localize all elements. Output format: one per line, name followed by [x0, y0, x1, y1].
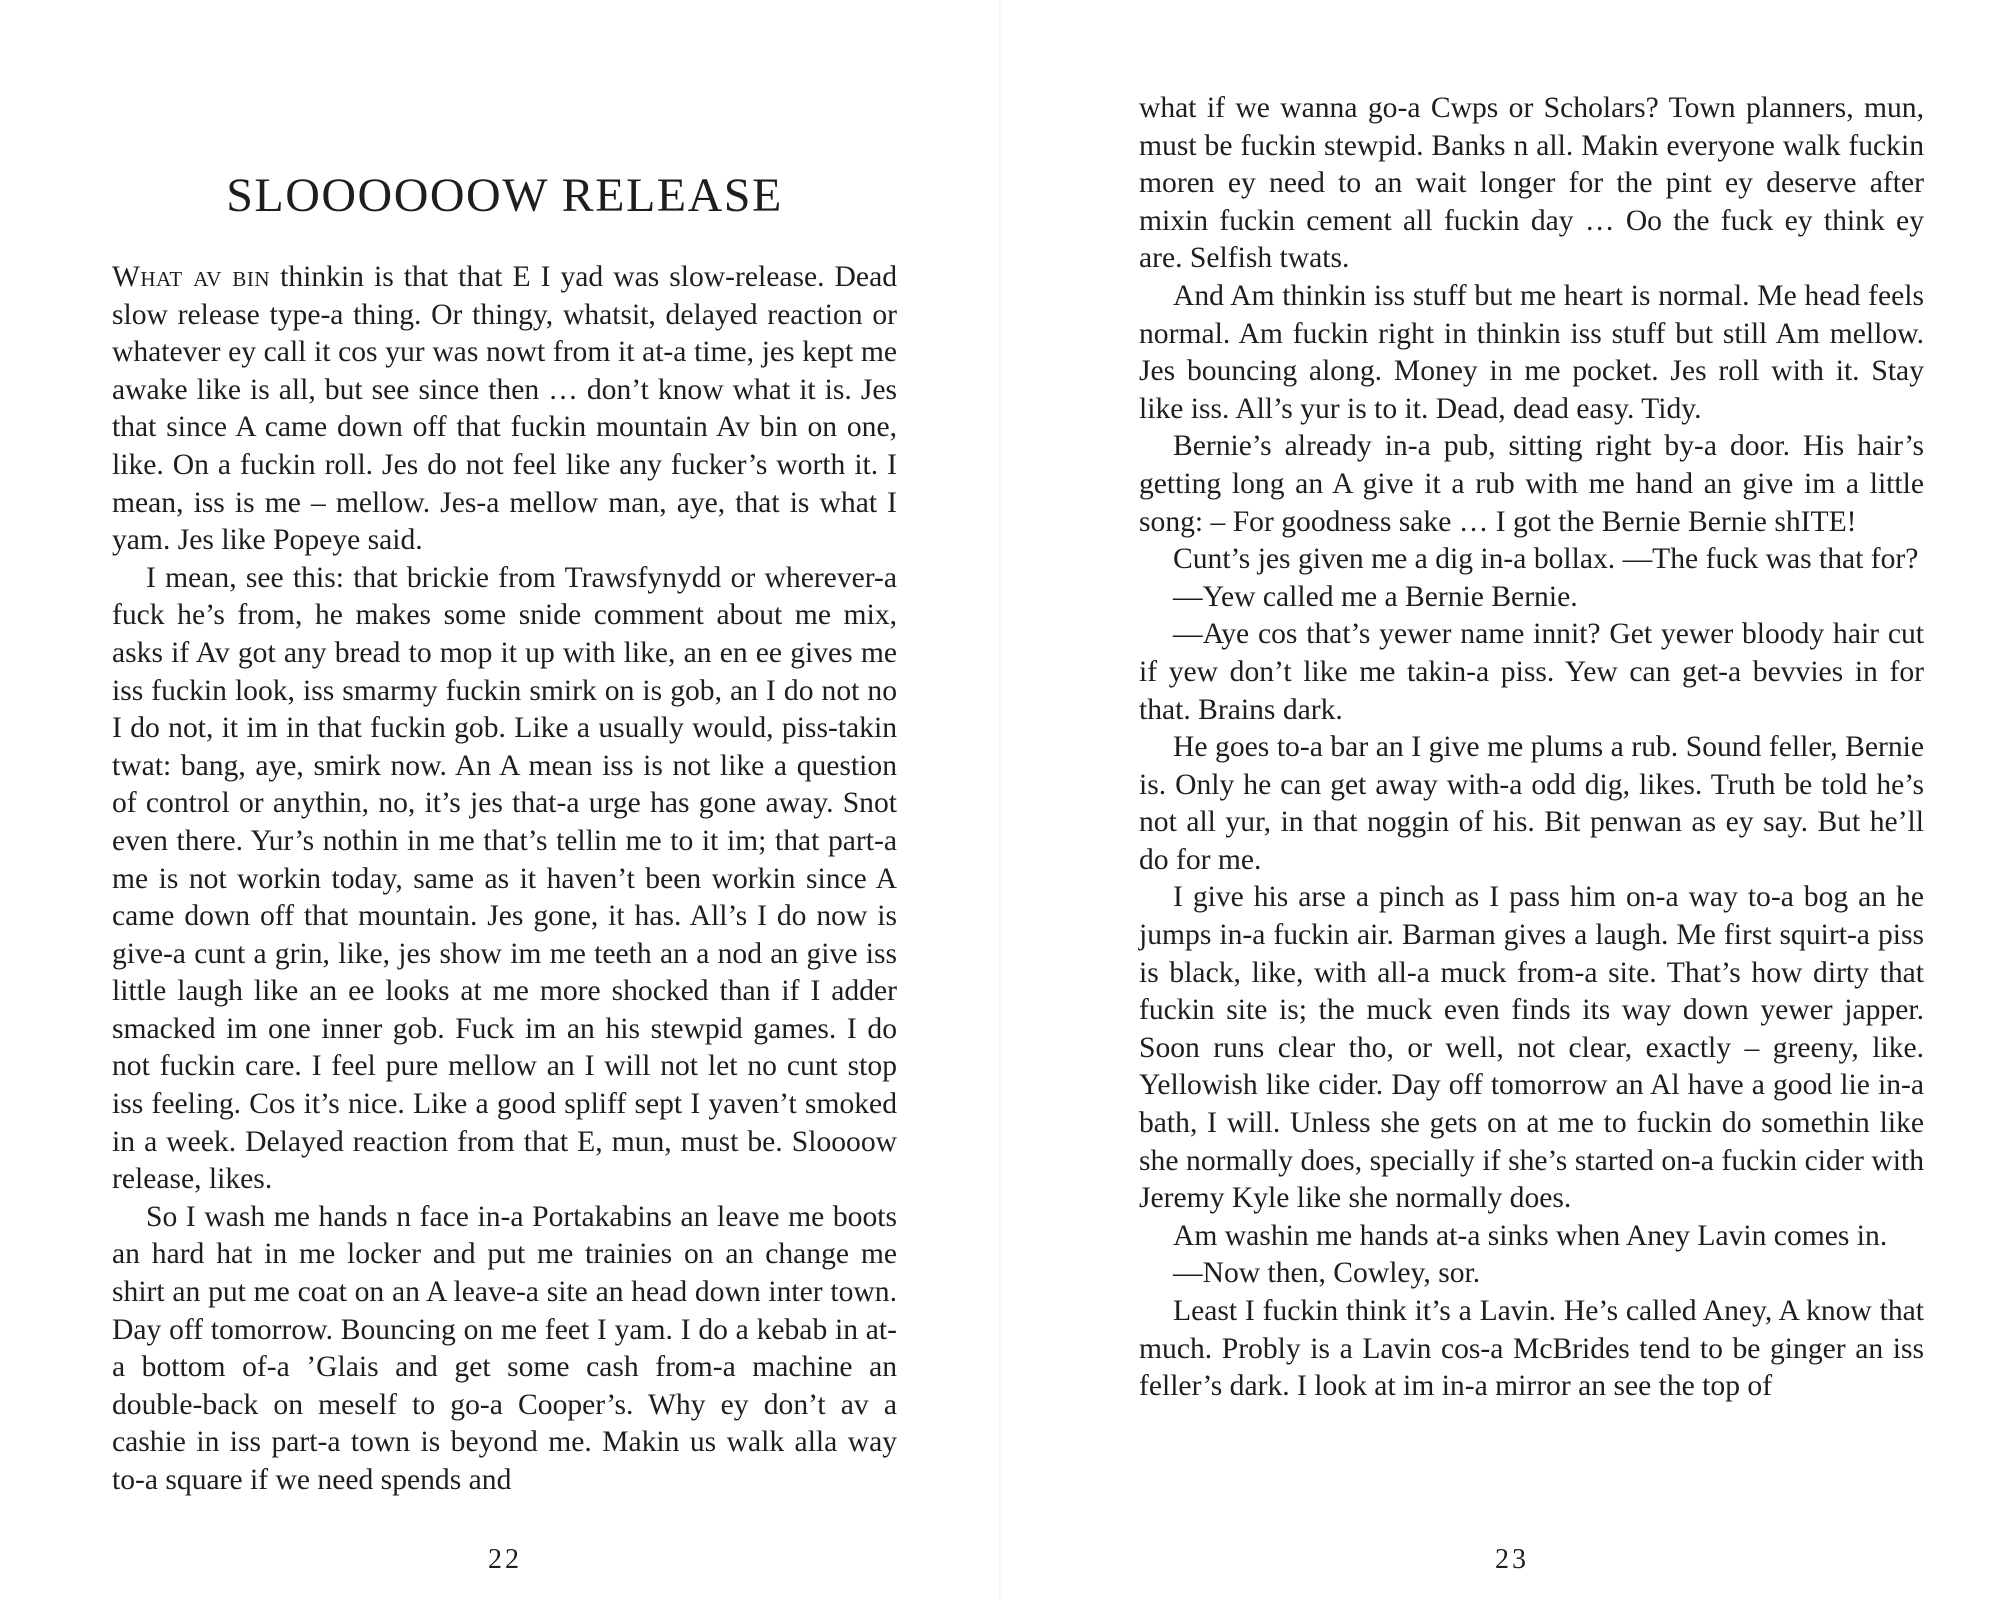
paragraph: what if we wanna go-a Cwps or Scholars? Town planners, mun, must be fuckin stewpid. Banks n all. Makin everyone walk fuckin moren ey need to an wait longer for the pint ey deserve after mixin fuckin cement all fuckin day … Oo the fuck ey think ey are. Selfish twats. [1139, 92, 1924, 275]
right-page [1000, 0, 2000, 1600]
paragraph: I give his arse a pinch as I pass him on-a way to-a bog an he jumps in-a fuckin air. Barman gives a laugh. Me first squirt-a piss is black, like, with all-a muck from-a site. That’s how dirty that fuckin site is; the muck even finds its way down yewer japper. Soon runs clear tho, or well, not clear, exactly – greeny, like. Yellowish like cider. Day off tomorrow an Al have a good lie in-a bath, I will. Unless she gets on at me to fuckin do somethin like she normally does, specially if she’s started on-a fuckin cider with Jeremy Kyle like she normally does. [1139, 881, 1924, 1215]
paragraph: Bernie’s already in-a pub, sitting right by-a door. His hair’s getting long an A give it a rub with me hand an give im a little song: – For goodness sake … I got the Bernie Bernie shITE! [1139, 430, 1924, 538]
paragraph: —Yew called me a Bernie Bernie. [1173, 580, 1578, 613]
paragraph: —Now then, Cowley, sor. [1173, 1257, 1481, 1290]
paragraph: So I wash me hands n face in-a Portakabins an leave me boots an hard hat in me locker and put me trainies on an change me shirt an put me coat on an A leave-a site an head down inter town. Day off tomorrow. Bouncing on me feet I yam. I do a kebab in at-a bottom of-a ’Glais and get some cash from-a machine an double-back on meself to go-a Cooper’s. Why ey don’t av a cashie in iss part-a town is beyond me. Makin us walk alla way to-a square if we need spends and [112, 1200, 897, 1496]
paragraph: Least I fuckin think it’s a Lavin. He’s called Aney, A know that much. Probly is a Lavin cos-a McBrides tend to be ginger an iss feller’s dark. I look at im in-a mirror an see the top of [1139, 1295, 1924, 1403]
paragraph: And Am thinkin iss stuff but me heart is normal. Me head feels normal. Am fuckin right in thinkin iss stuff but still Am mellow. Jes bouncing along. Money in me pocket. Jes roll with it. Stay like iss. All’s yur is to it. Dead, dead easy. Tidy. [1139, 279, 1924, 425]
right-page-body [1139, 90, 1924, 1406]
left-page-body [112, 259, 897, 1500]
paragraph: Am washin me hands at-a sinks when Aney Lavin comes in. [1173, 1219, 1888, 1252]
opening-smallcaps: What av bin [112, 261, 271, 293]
paragraph-text: thinkin is that that E I yad was slow-release. Dead slow release type-a thing. Or thingy, whatsit, delayed reaction or whatever ey call it cos yur was nowt from it at-a time, jes kept me awake like is all, but see since then … don’t know what it is. Jes that since A came down off that fuckin mountain Av bin on one, like. On a fuckin roll. Jes do not feel like any fucker’s worth it. I mean, iss is me – mellow. Jes-a mellow man, aye, that is what I yam. Jes like Popeye said. [112, 261, 897, 557]
paragraph: I mean, see this: that brickie from Trawsfynydd or wherever-a fuck he’s from, he makes some snide comment about me mix, asks if Av got any bread to mop it up with like, an en ee gives me iss fuckin look, iss smarmy fuckin smirk on is gob, an I do not no I do not, it im in that fuckin gob. Like a usually would, piss-takin twat: bang, aye, smirk now. An A mean iss is not like a question of control or anythin, no, it’s jes that-a urge has gone away. Snot even there. Yur’s nothin in me that’s tellin me to it im; that part-a me is not workin today, same as it haven’t been workin since A came down off that mountain. Jes gone, it has. All’s I do now is give-a cunt a grin, like, jes show im me teeth an a nod an give iss little laugh like an ee looks at me more shocked than if I adder smacked im one inner gob. Fuck im an his stewpid games. I do not fuckin care. I feel pure mellow an I will not let no cunt stop iss feeling. Cos it’s nice. Like a good spliff sept I yaven’t smoked in a week. Delayed reaction from that E, mun, must be. Sloooow release, likes. [112, 561, 897, 1196]
page-number-left: 22 [488, 1544, 522, 1575]
page-number-right: 23 [1495, 1544, 1529, 1575]
paragraph: —Aye cos that’s yewer name innit? Get yewer bloody hair cut if yew don’t like me takin-a piss. Yew can get-a bevvies in for that. Brains dark. [1139, 618, 1924, 726]
paragraph: He goes to-a bar an I give me plums a rub. Sound feller, Bernie is. Only he can get away with-a odd dig, likes. Truth be told he’s not all yur, in that noggin of his. Bit penwan as ey say. But he’ll do for me. [1139, 731, 1924, 876]
paragraph [112, 259, 897, 560]
paragraph: Cunt’s jes given me a dig in-a bollax. —The fuck was that for? [1173, 543, 1919, 576]
chapter-title: SLOOOOOOW RELEASE [226, 169, 783, 222]
